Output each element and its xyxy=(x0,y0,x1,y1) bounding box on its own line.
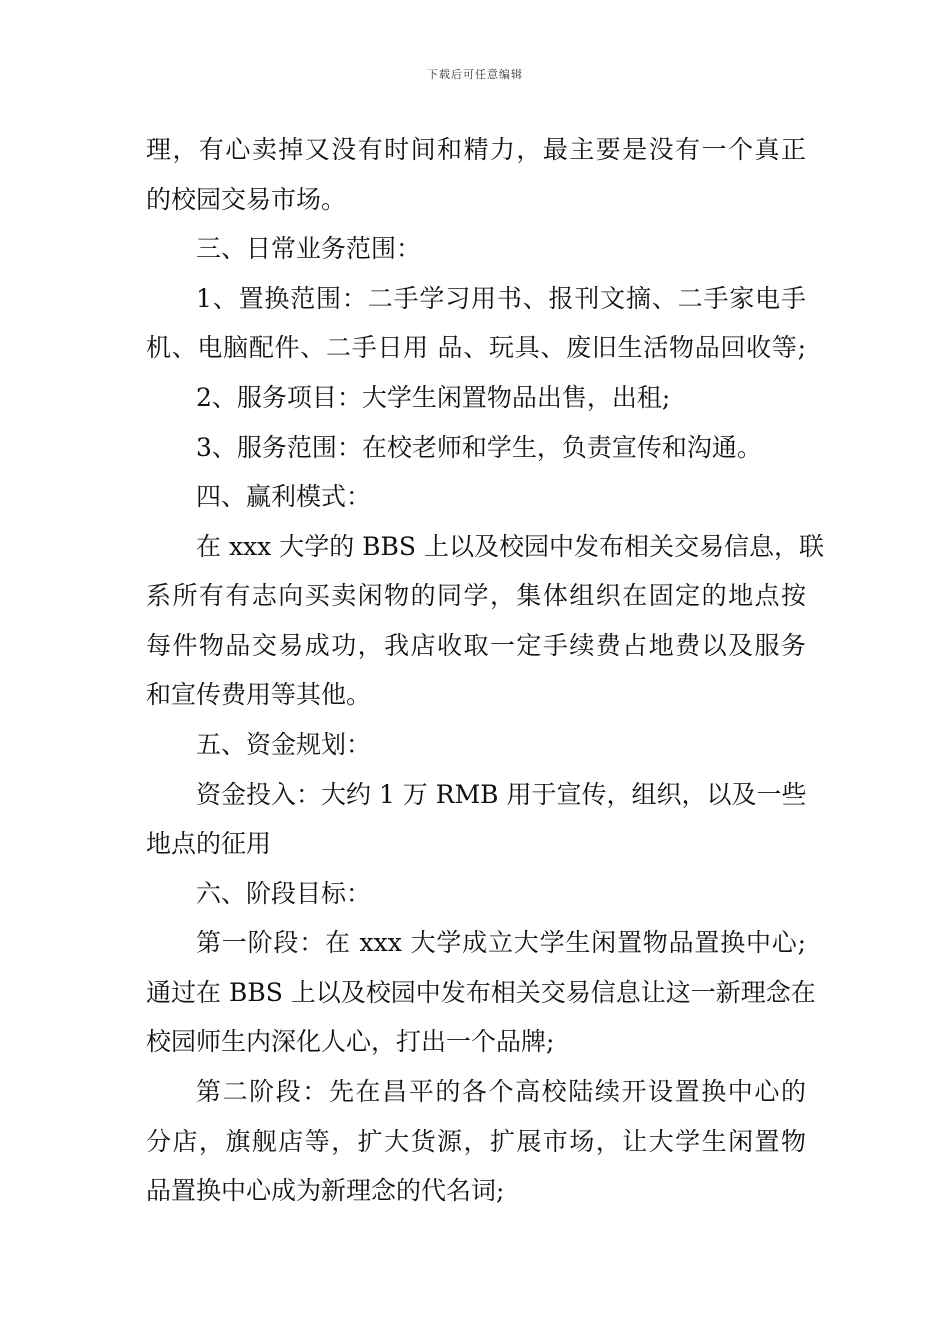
body-line: 理，有心卖掉又没有时间和精力，最主要是没有一个真正 xyxy=(146,135,806,164)
body-line: 机、电脑配件、二手日用 品、玩具、废旧生活物品回收等; xyxy=(146,333,806,362)
body-line: 分店，旗舰店等，扩大货源，扩展市场，让大学生闲置物 xyxy=(146,1127,806,1156)
body-line: 资金投入：大约 1 万 RMB 用于宣传，组织，以及一些 xyxy=(196,780,807,809)
body-line: 每件物品交易成功，我店收取一定手续费占地费以及服务 xyxy=(146,631,806,660)
body-line: 品置换中心成为新理念的代名词; xyxy=(146,1176,505,1205)
body-line: 第一阶段：在 xxx 大学成立大学生闲置物品置换中心; xyxy=(196,928,806,957)
body-line: 通过在 BBS 上以及校园中发布相关交易信息让这一新理念在 xyxy=(146,978,816,1007)
body-line: 地点的征用 xyxy=(146,829,272,858)
body-line: 和宣传费用等其他。 xyxy=(146,680,372,709)
body-line: 第二阶段：先在昌平的各个高校陆续开设置换中心的 xyxy=(196,1077,806,1106)
body-line: 的校园交易市场。 xyxy=(146,185,347,214)
body-line: 1、置换范围：二手学习用书、报刊文摘、二手家电手 xyxy=(196,284,806,313)
section-heading: 六、阶段目标： xyxy=(196,879,372,908)
page-header: 下载后可任意编辑 xyxy=(427,68,523,81)
body-line: 在 xxx 大学的 BBS 上以及校园中发布相关交易信息，联 xyxy=(196,532,824,561)
body-line: 2、服务项目：大学生闲置物品出售，出租; xyxy=(196,383,671,412)
section-heading: 三、日常业务范围： xyxy=(196,234,422,263)
body-line: 系所有有志向买卖闲物的同学，集体组织在固定的地点按 xyxy=(146,581,806,610)
body-line: 3、服务范围：在校老师和学生，负责宣传和沟通。 xyxy=(196,433,762,462)
section-heading: 四、赢利模式： xyxy=(196,482,372,511)
body-line: 校园师生内深化人心，打出一个品牌; xyxy=(146,1027,555,1056)
section-heading: 五、资金规划： xyxy=(196,730,372,759)
